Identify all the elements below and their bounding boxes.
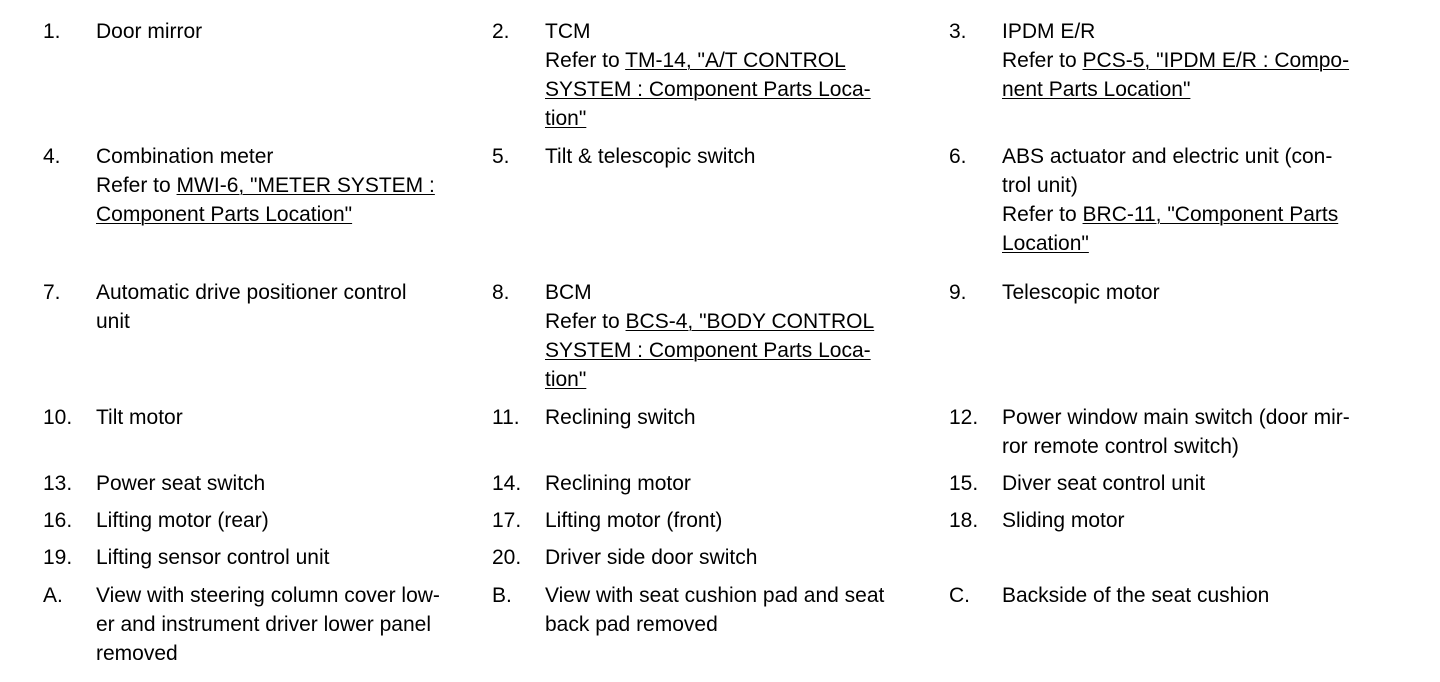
description-text: Sliding motor — [1002, 509, 1125, 532]
description-line — [545, 403, 930, 432]
legend-row — [0, 278, 1440, 403]
description-line — [545, 543, 930, 572]
description-line — [1002, 506, 1392, 535]
description-line — [1002, 403, 1392, 432]
item-description — [96, 278, 481, 336]
description-text: Power seat switch — [96, 472, 266, 495]
reference-link[interactable]: TM-14, "A/T CONTROL — [625, 49, 846, 72]
item-number: 20. — [492, 546, 522, 569]
legend-row — [0, 543, 1440, 581]
description-text: Reclining switch — [545, 406, 696, 429]
item-description — [1002, 17, 1392, 104]
description-text: ABS actuator and electric unit (con- — [1002, 145, 1333, 168]
description-line — [96, 506, 481, 535]
item-number: 6. — [949, 145, 967, 168]
item-number: 9. — [949, 281, 967, 304]
item-number: 15. — [949, 472, 979, 495]
description-line — [1002, 142, 1392, 171]
legend-row — [0, 142, 1440, 278]
description-line — [96, 639, 481, 668]
description-line — [96, 469, 481, 498]
item-number: 14. — [492, 472, 522, 495]
component-legend — [0, 17, 1440, 665]
description-text: Tilt motor — [96, 406, 183, 429]
description-line — [545, 336, 930, 365]
reference-link[interactable]: tion" — [545, 368, 587, 391]
description-line — [545, 506, 930, 535]
description-text: TCM — [545, 20, 591, 43]
item-description — [1002, 581, 1392, 610]
reference-link[interactable]: Component Parts Location" — [96, 203, 353, 226]
item-number: 12. — [949, 406, 979, 429]
reference-link[interactable]: tion" — [545, 107, 587, 130]
item-number: B. — [492, 584, 512, 607]
description-line — [545, 75, 930, 104]
description-line — [1002, 432, 1392, 461]
description-line — [545, 46, 930, 75]
description-line — [1002, 278, 1392, 307]
item-number: 8. — [492, 281, 510, 304]
item-number: 7. — [43, 281, 61, 304]
item-description — [545, 543, 930, 572]
item-number: 5. — [492, 145, 510, 168]
description-text: er and instrument driver lower panel — [96, 613, 431, 636]
description-text: Reclining motor — [545, 472, 691, 495]
item-description — [1002, 142, 1392, 258]
item-number: A. — [43, 584, 63, 607]
description-text: Lifting sensor control unit — [96, 546, 330, 569]
reference-link[interactable]: nent Parts Location" — [1002, 78, 1191, 101]
description-text: BCM — [545, 281, 592, 304]
item-number: 1. — [43, 20, 61, 43]
description-text: IPDM E/R — [1002, 20, 1096, 43]
description-line — [545, 17, 930, 46]
description-line — [96, 610, 481, 639]
description-text: View with steering column cover low- — [96, 584, 440, 607]
item-description — [96, 469, 481, 498]
legend-row — [0, 469, 1440, 506]
description-text: Lifting motor (rear) — [96, 509, 269, 532]
description-line — [1002, 581, 1392, 610]
description-text: Backside of the seat cushion — [1002, 584, 1270, 607]
item-description — [96, 17, 481, 46]
description-text: unit — [96, 310, 130, 333]
item-number: 4. — [43, 145, 61, 168]
description-text: Power window main switch (door mir- — [1002, 406, 1350, 429]
item-description — [545, 278, 930, 394]
description-line — [545, 469, 930, 498]
item-description — [1002, 469, 1392, 498]
item-description — [96, 403, 481, 432]
description-text: Automatic drive positioner control — [96, 281, 407, 304]
reference-link[interactable]: SYSTEM : Component Parts Loca- — [545, 78, 871, 101]
item-description — [545, 581, 930, 639]
item-description — [96, 581, 481, 668]
reference-link[interactable]: PCS-5, "IPDM E/R : Compo- — [1082, 49, 1350, 72]
description-line — [1002, 75, 1392, 104]
item-number: 13. — [43, 472, 73, 495]
item-description — [1002, 278, 1392, 307]
item-number: C. — [949, 584, 970, 607]
description-line — [545, 365, 930, 394]
description-text: Lifting motor (front) — [545, 509, 723, 532]
item-number: 11. — [492, 406, 520, 429]
description-line — [96, 307, 481, 336]
description-line — [96, 581, 481, 610]
reference-link[interactable]: Location" — [1002, 232, 1089, 255]
reference-link[interactable]: MWI-6, "METER SYSTEM : — [176, 174, 435, 197]
description-line — [96, 278, 481, 307]
description-line — [1002, 171, 1392, 200]
item-description — [545, 142, 930, 171]
description-text: back pad removed — [545, 613, 718, 636]
description-line — [1002, 469, 1392, 498]
item-description — [96, 543, 481, 572]
description-line — [96, 171, 481, 200]
reference-link[interactable]: BCS-4, "BODY CONTROL — [625, 310, 875, 333]
description-line — [96, 403, 481, 432]
description-text: Combination meter — [96, 145, 274, 168]
description-text: Refer to — [96, 174, 177, 197]
item-description — [96, 142, 481, 229]
description-text: removed — [96, 642, 178, 665]
description-line — [545, 104, 930, 133]
description-text: Refer to — [545, 310, 626, 333]
item-description — [545, 403, 930, 432]
description-text: Refer to — [1002, 203, 1083, 226]
description-line — [545, 307, 930, 336]
description-line — [1002, 200, 1392, 229]
reference-link[interactable]: BRC-11, "Component Parts — [1082, 203, 1339, 226]
legend-row — [0, 403, 1440, 469]
description-line — [96, 142, 481, 171]
description-line — [96, 200, 481, 229]
description-text: Tilt & telescopic switch — [545, 145, 756, 168]
description-text: Door mirror — [96, 20, 203, 43]
description-line — [1002, 46, 1392, 75]
description-text: trol unit) — [1002, 174, 1078, 197]
item-description — [545, 17, 930, 133]
item-number: 19. — [43, 546, 73, 569]
item-number: 3. — [949, 20, 967, 43]
legend-row — [0, 506, 1440, 543]
description-text: Refer to — [1002, 49, 1083, 72]
description-text: View with seat cushion pad and seat — [545, 584, 885, 607]
description-line — [545, 581, 930, 610]
description-line — [1002, 229, 1392, 258]
description-text: Driver side door switch — [545, 546, 758, 569]
description-text: Refer to — [545, 49, 626, 72]
description-text: Telescopic motor — [1002, 281, 1160, 304]
description-line — [96, 17, 481, 46]
description-text: Diver seat control unit — [1002, 472, 1206, 495]
item-number: 2. — [492, 20, 510, 43]
item-number: 17. — [492, 509, 522, 532]
item-number: 18. — [949, 509, 979, 532]
item-description — [545, 506, 930, 535]
legend-row — [0, 581, 1440, 665]
item-number: 16. — [43, 509, 73, 532]
description-text: ror remote control switch) — [1002, 435, 1239, 458]
reference-link[interactable]: SYSTEM : Component Parts Loca- — [545, 339, 871, 362]
item-description — [1002, 506, 1392, 535]
item-description — [96, 506, 481, 535]
description-line — [1002, 17, 1392, 46]
description-line — [545, 610, 930, 639]
item-description — [545, 469, 930, 498]
description-line — [96, 543, 481, 572]
item-number: 10. — [43, 406, 73, 429]
description-line — [545, 142, 930, 171]
item-description — [1002, 403, 1392, 461]
description-line — [545, 278, 930, 307]
legend-row — [0, 17, 1440, 142]
